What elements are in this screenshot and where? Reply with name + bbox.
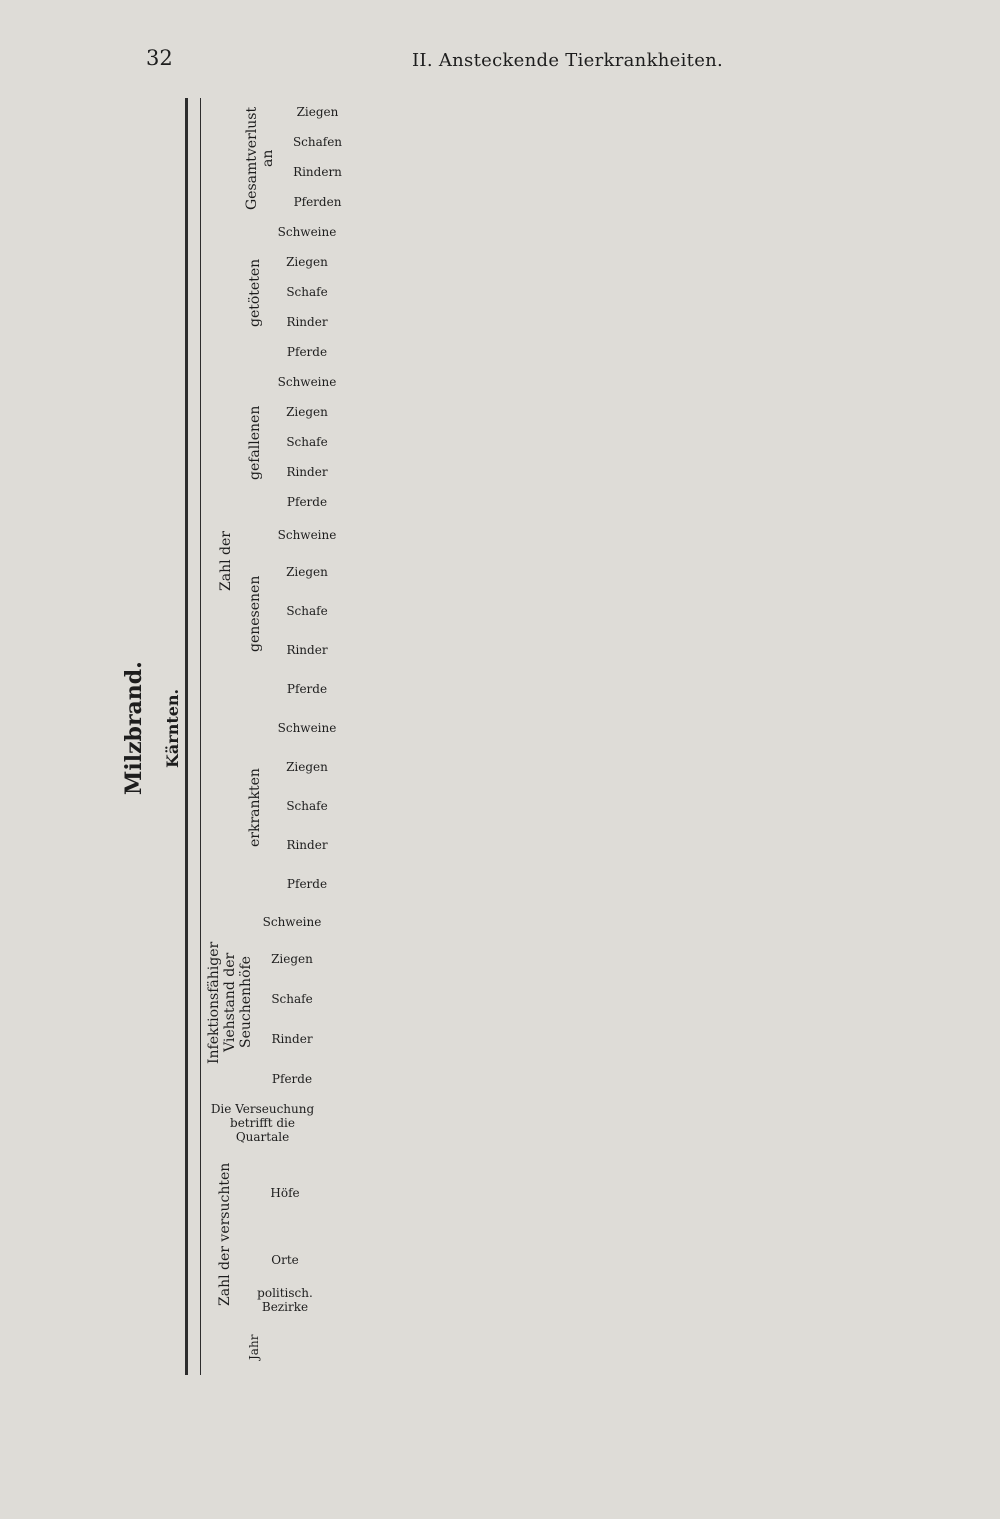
header-species: Schafe xyxy=(286,285,328,300)
header-zahl-der: Zahl der xyxy=(217,531,234,592)
header-infektion-species: Rinder xyxy=(271,1032,313,1047)
header-species: Rinder xyxy=(286,837,328,852)
header-species: Schweine xyxy=(277,527,337,542)
header-species: Schweine xyxy=(277,375,337,390)
header-species: Pferde xyxy=(286,495,328,510)
header-species: Schafe xyxy=(286,798,328,813)
running-head: II. Ansteckende Tierkrankheiten. xyxy=(412,50,724,71)
header-species: Pferde xyxy=(286,682,328,697)
header-infektion: Infektionsfähiger Viehstand der Seuchenhöfe xyxy=(205,941,255,1064)
header-infektion-species: Ziegen xyxy=(271,952,313,967)
header-species: Pferde xyxy=(286,877,328,892)
header-species: Schweine xyxy=(277,225,337,240)
rule-line xyxy=(185,98,188,1375)
header-gesamt-species: Ziegen xyxy=(296,105,339,120)
page-number: 32 xyxy=(146,46,173,70)
header-group-genesenen: genesenen xyxy=(246,575,263,653)
header-species: Schafe xyxy=(286,435,328,450)
header-species: Ziegen xyxy=(286,405,328,420)
header-species: Ziegen xyxy=(286,255,328,270)
header-infektion-species: Pferde xyxy=(271,1072,313,1087)
header-gesamt-species: Schafen xyxy=(292,135,343,150)
header-species: Ziegen xyxy=(286,759,328,774)
header-group-erkrankten: erkrankten xyxy=(246,768,263,847)
header-versucht-col: Orte xyxy=(271,1253,299,1268)
header-versucht-col: Höfe xyxy=(270,1186,300,1201)
header-gesamtverlust: Gesamtverlust an xyxy=(243,106,276,210)
header-zahl-versucht: Zahl der versuchten xyxy=(216,1162,233,1306)
header-gesamt-species: Rindern xyxy=(293,165,342,180)
header-species: Schafe xyxy=(286,603,328,618)
header-versucht-col: politisch. Bezirke xyxy=(257,1286,313,1314)
header-gesamt-species: Pferden xyxy=(293,195,342,210)
header-infektion-species: Schafe xyxy=(271,992,313,1007)
header-species: Rinder xyxy=(286,315,328,330)
page-subtitle: Kärnten. xyxy=(163,688,182,768)
header-quartale: Die Verseuchung betrifft die Quartale xyxy=(210,1102,315,1144)
header-infektion-species: Schweine xyxy=(262,914,322,929)
header-jahr: Jahr xyxy=(247,1334,262,1361)
header-species: Schweine xyxy=(277,721,337,736)
page-title: Milzbrand. xyxy=(121,661,147,795)
header-species: Rinder xyxy=(286,465,328,480)
header-species: Rinder xyxy=(286,642,328,657)
header-species: Pferde xyxy=(286,345,328,360)
header-group-gefallenen: gefallenen xyxy=(246,405,263,481)
header-group-getoeteten: getöteten xyxy=(246,258,263,328)
header-species: Ziegen xyxy=(286,564,328,579)
